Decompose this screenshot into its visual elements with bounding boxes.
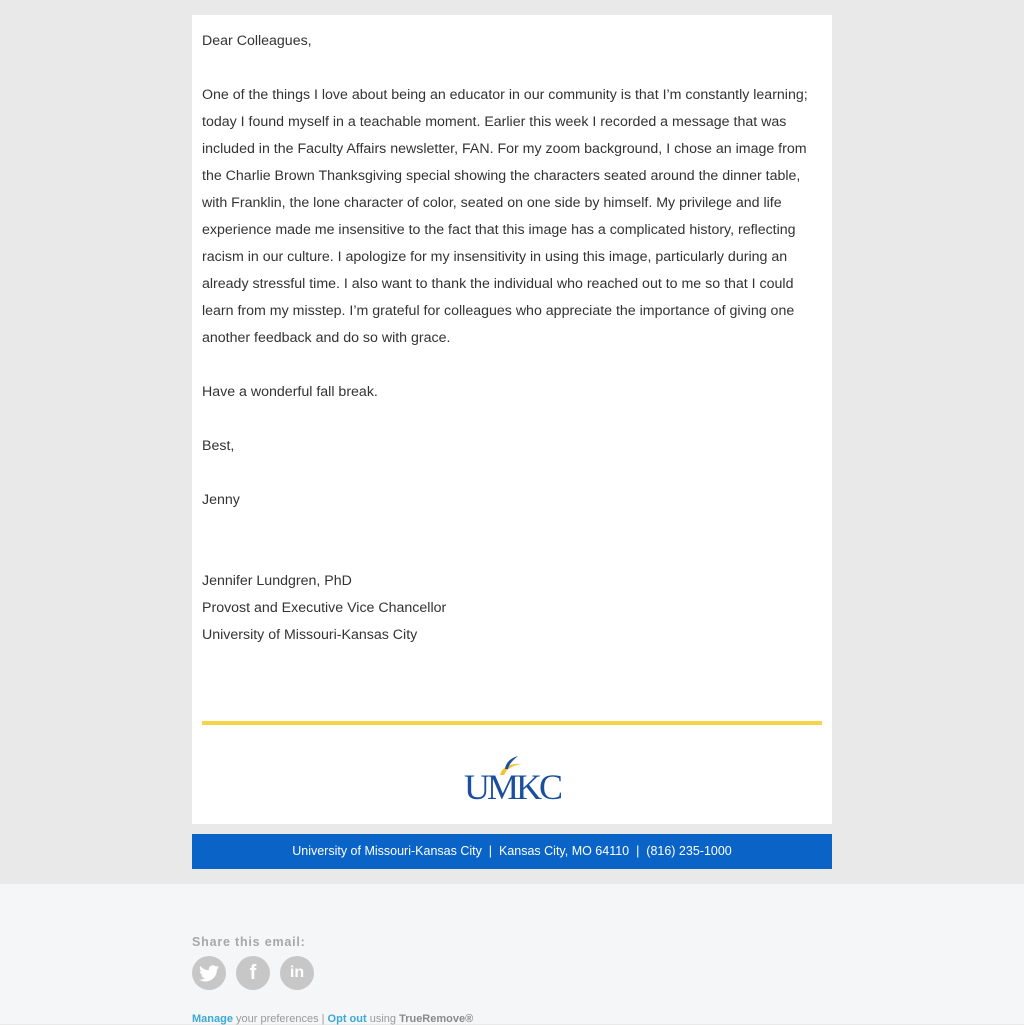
opt-out-link[interactable]: Opt out — [327, 1013, 367, 1025]
letter-body — [202, 28, 824, 649]
umkc-logo — [460, 755, 564, 805]
preferences-line — [192, 1013, 473, 1025]
using-text: using — [366, 1013, 400, 1025]
greeting: Dear Colleagues, — [202, 33, 312, 49]
twitter-share-button[interactable] — [192, 956, 226, 990]
email-footer — [0, 884, 1024, 1024]
linkedin-share-button[interactable] — [280, 956, 314, 990]
address-text: University of Missouri-Kansas City | Kansas City, MO 64110 | (816) 235-1000 — [292, 844, 732, 858]
manage-preferences-link[interactable]: Manage — [192, 1013, 233, 1025]
share-label: Share this email: — [192, 935, 306, 949]
email-card — [192, 15, 832, 824]
signoff: Best, — [202, 438, 235, 454]
signature-org: University of Missouri-Kansas City — [202, 627, 418, 643]
logo-wordmark: UMKC — [463, 767, 561, 807]
letter-paragraph: One of the things I love about being an educator in our community is that I’m constantly learning; today I found myself in a teachable moment. Earlier this week I recorded a message that was included in the Faculty Affairs newsletter, FAN. For my zoom background, I chose an image from the Charlie Brown Thanksgiving special showing the characters seated around the dinner table, with Franklin, the lone character of color, seated on one side by himself. My privilege and life experience made me insensitive to the fact that this image has a complicated history, reflecting racism in our culture. I apologize for my insensitivity in using this image, particularly during an already stressful time. I also want to thank the individual who reached out to me so that I could learn from my misstep. I’m grateful for colleagues who appreciate the importance of giving one another feedback and do so with grace. — [202, 87, 808, 346]
signature-name: Jennifer Lundgren, PhD — [202, 573, 352, 589]
facebook-share-button[interactable] — [236, 956, 270, 990]
twitter-icon — [199, 965, 219, 982]
trueremove-brand: TrueRemove® — [399, 1013, 474, 1025]
signature-title: Provost and Executive Vice Chancellor — [202, 600, 447, 616]
address-bar — [192, 834, 832, 869]
linkedin-icon: in — [289, 964, 305, 981]
manage-text: your preferences | — [232, 1013, 328, 1025]
first-name: Jenny — [202, 492, 240, 508]
yellow-divider — [202, 721, 822, 725]
closing-wish: Have a wonderful fall break. — [202, 384, 378, 400]
facebook-icon: f — [249, 961, 257, 984]
